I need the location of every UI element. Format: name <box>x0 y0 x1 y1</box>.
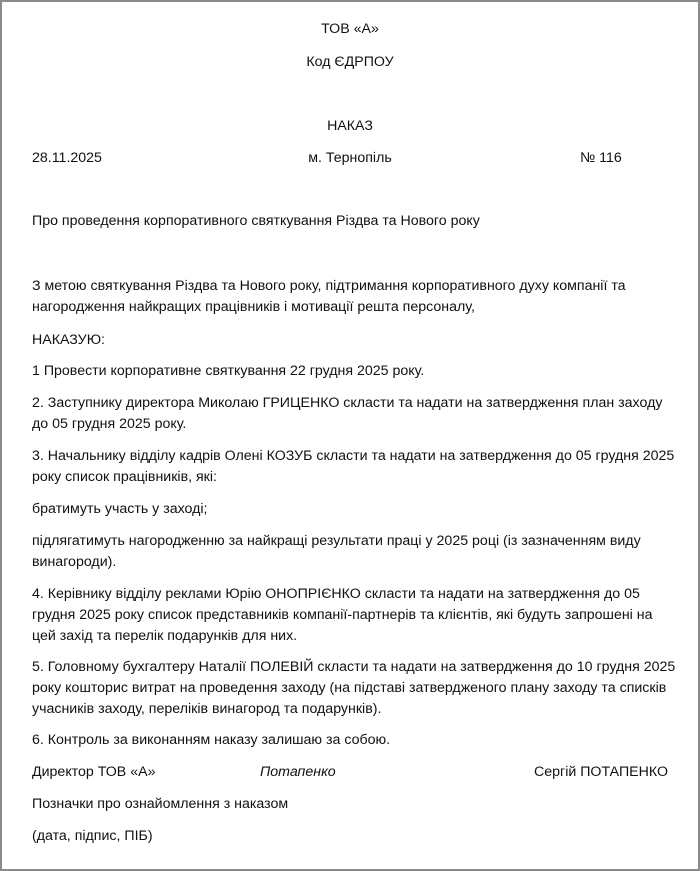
item-line: 3. Начальнику відділу кадрів Олені КОЗУБ скласти та надати на затвердження до 05 грудня 2025 <box>32 448 675 464</box>
item-line: року список працівників, які: <box>32 469 217 485</box>
preamble-line: З метою святкування Різдва та Нового року, підтримання корпоративного духу компанії та <box>32 278 626 294</box>
signatory-position: Директор ТОВ «А» <box>32 764 156 780</box>
preamble-line: нагородження найкращих працівників і мотивації решта персоналу, <box>32 299 475 315</box>
item-line: 2. Заступнику директора Миколаю ГРИЦЕНКО скласти та надати на затвердження план заходу <box>32 395 663 411</box>
item-line: підлягатимуть нагородженню за найкращі результати праці у 2025 році (із зазначенням виду <box>32 533 641 549</box>
item-line: винагороди). <box>32 554 117 570</box>
order-item-6 <box>32 730 672 751</box>
item-line: 1 Провести корпоративне святкування 22 грудня 2025 року. <box>32 363 425 379</box>
item-line: 6. Контроль за виконанням наказу залишаю за собою. <box>32 732 391 748</box>
item-line: року кошторис витрат на проведення заходу (на підставі затвердженого плану заходу та списків <box>32 680 667 696</box>
order-item-1 <box>32 361 672 382</box>
item-line: 4. Керівнику відділу реклами Юрію ОНОПРІЄНКО скласти та надати на затвердження до 05 <box>32 586 640 602</box>
item-line: грудня 2025 року список представників компанії-партнерів та клієнтів, які будуть запрошені на <box>32 607 653 623</box>
item-line: братимуть участь у заході; <box>32 501 208 517</box>
acknowledgement-fields: (дата, підпис, ПІБ) <box>32 828 153 844</box>
order-word: НАКАЗУЮ: <box>32 332 105 348</box>
order-item-3-sub-1 <box>32 499 672 520</box>
item-line: 5. Головному бухгалтеру Наталії ПОЛЕВІЙ скласти та надати на затвердження до 10 грудня 2025 <box>32 659 676 675</box>
document-city: м. Тернопіль <box>308 150 392 166</box>
order-item-5 <box>32 657 676 720</box>
document-type: НАКАЗ <box>327 118 373 134</box>
item-line: цей захід та перелік подарунків для них. <box>32 628 298 644</box>
order-item-3-sub-2 <box>32 531 672 573</box>
document-title: Про проведення корпоративного святкування Різдва та Нового року <box>32 213 480 229</box>
company-name: ТОВ «А» <box>321 21 379 37</box>
preamble <box>32 276 672 318</box>
order-item-2 <box>32 393 672 435</box>
signatory-name: Сергій ПОТАПЕНКО <box>534 764 668 780</box>
order-item-4 <box>32 584 672 647</box>
acknowledgement-label: Позначки про ознайомлення з наказом <box>32 796 289 812</box>
item-line: до 05 грудня 2025 року. <box>32 416 187 432</box>
document-date: 28.11.2025 <box>32 150 102 166</box>
item-line: учасників заходу, переліків винагород та подарунків). <box>32 701 382 717</box>
edrpou-code-label: Код ЄДРПОУ <box>306 54 394 70</box>
signature: Потапенко <box>260 764 336 780</box>
document-number: № 116 <box>580 150 622 166</box>
order-item-3 <box>32 446 675 488</box>
